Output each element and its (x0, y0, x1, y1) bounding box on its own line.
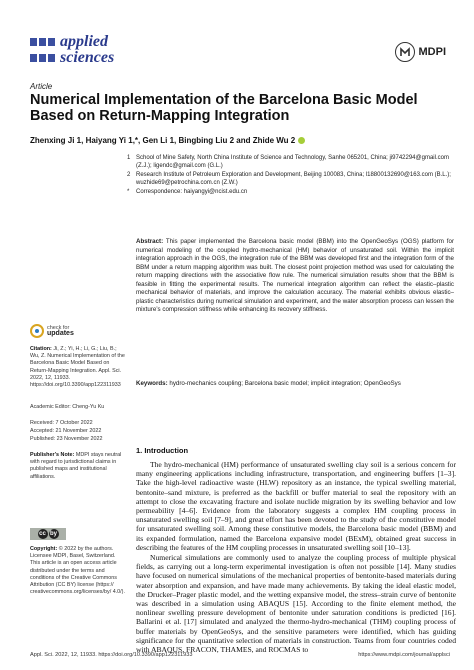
citation (30, 346, 126, 389)
published-date: Published: 23 November 2022 (30, 436, 103, 442)
orcid-icon[interactable] (298, 137, 305, 144)
publisher-logo (395, 42, 447, 62)
updates-icon (30, 324, 44, 338)
affiliation-number: * (127, 189, 130, 195)
copyright (30, 546, 126, 596)
journal-name-line1: applied (60, 33, 108, 50)
abstract-text: This paper implemented the Barcelona basic model (BBM) into the OpenGeoSys (OGS) platform for numerical modeling of the coupled hydro-mechanical (HM) behavior of unsaturated soil. Within the implicit integration approach in the OGS, the integration rule of the BBM was developed first and the integration form of the BBM under a return mapping algorithm was built. The closest point projection method was used for calculating the return mapping directions with the associative flow rule. The numerical simulation results show that the BBM is feasible in fitting the experimental results. The numerical integration algorithm can reflect the elastic–plastic mechanical behavior of materials, and improve the calculation accuracy. The material exhibits obvious elastic–plastic characteristics during numerical simulation and experiment, and the water absorption process can lessen the mixture’s compression stiffness while enhancing its recovery stiffness. (136, 238, 454, 313)
affiliation-number: 2 (127, 172, 131, 178)
cc-icon: cc (39, 531, 46, 537)
affiliation-text: School of Mine Safety, North China Institute of Science and Technology, Sanhe 065201, China; ji9742294@gmail.com (Z.J.); ligendc@gmail.com (G.L.) (136, 155, 449, 169)
copyright-label: Copyright: (30, 546, 58, 552)
author-list (30, 136, 460, 145)
footer-citation: Appl. Sci. 2022, 12, 11933. https://doi.org/10.3390/app122311933 (30, 652, 193, 658)
affiliation-1 (127, 154, 456, 170)
affiliation-text: Research Institute of Petroleum Exploration and Development, Beijing 100083, China; l18800132690@163.com (B.L.); wuzhide69@petrochina.com.cn (Z.W.) (136, 172, 451, 186)
journal-name-line2: sciences (60, 49, 115, 66)
keywords-label: Keywords: (136, 380, 168, 387)
affiliation-2 (127, 171, 456, 187)
publisher-name: MDPI (418, 46, 446, 58)
mdpi-logo-icon (395, 42, 415, 62)
affiliation-number: 1 (127, 155, 131, 161)
section-heading: 1. Introduction (136, 446, 189, 455)
received-date: Received: 7 October 2022 (30, 420, 93, 426)
affiliation-text: Correspondence: haiyangyi@ncist.edu.cn (136, 189, 248, 195)
citation-text: Ji, Z.; Yi, H.; Li, G.; Liu, B.; Wu, Z. Numerical Implementation of the Barcelona Basic Model Based on Return-Mapping Integration. Appl. Sci. 2022, 12, 11933. https://doi.org/10.3390/app122311933 (30, 346, 125, 389)
paragraph-1: The hydro-mechanical (HM) performance of unsaturated swelling clay soil is a serious concern for many engineering applications including infrastructure, transportation, and engineering buffers [1–3]. Take the high-level radioactive waste (HLW) repository as an instance, the typical swelling material, bentonite–sand mixture, is preferred as the backfill or buffer material to seal the repository with an attempt to close the excavating fracture and isolate nuclide migration by its swelling behavior and low permeability [4–6]. Evidence from the laboratory suggests a complex HM coupling process in unsaturated swelling soil [7–9], and great effort has been devoted to the study of the constitutive model for unsaturated swelling soil. Among these constitutive models, the Barcelona basic model (BBM) and its expanded formulation, named the Barcelona expansive model (BExM), obtained great success in describing the features of the HM coupling processes in unsaturated swelling soil [10–13]. (136, 460, 456, 552)
updates-line1: check for (47, 325, 70, 331)
updates-line2: updates (47, 330, 74, 337)
keywords (136, 380, 454, 389)
cc-by-license-icon[interactable] (30, 528, 66, 540)
author-names: Zhenxing Ji 1, Haiyang Yi 1,*, Gen Li 1, Bingbing Liu 2 and Zhide Wu 2 (30, 136, 296, 145)
paragraph-2: Numerical simulations are commonly used to analyze the coupling process of multiple physical fields, as carrying out a long-term experimental investigation is often not possible [14]. Many studies have focused on numerical simulations of the mechanical properties of bentonite-based materials during water absorption and expansion, and have made many achievements. By taking the ideal elastic model, the Drucker–Prager plastic model, and the wetting expansive model, the stress–strain curve of bentonite was described in a simulation using ABAQUS [15]. According to the finite element method, the nonlinear swelling pressure development of bentonite under saturation conditions is predicted [16]. Ballarini et al. [17] simulated and analyzed the thermo-hydro-mechanical (THM) coupling process of buffer materials by OpenGeoSys, and the sensitive parameters were identified, which has guiding significance for the quantitative selection of materials in construction. Teams from four countries coded with ABAQUS, FRACON, THAMES, and ROCMAS to (136, 553, 456, 655)
copyright-text: © 2022 by the authors. Licensee MDPI, Basel, Switzerland. This article is an open access article distributed under the terms and conditions of the Creative Commons Attribution (CC BY) license (https:// creativecommons.org/licenses/by/ 4.0/). (30, 546, 125, 596)
correspondence (127, 188, 456, 196)
article-type: Article (30, 82, 53, 91)
journal-logo-icon (30, 38, 56, 68)
abstract-label: Abstract: (136, 238, 164, 245)
publisher-note-label: Publisher’s Note: (30, 452, 75, 458)
citation-label: Citation: (30, 346, 52, 352)
keywords-text: hydro-mechanics coupling; Barcelona basic model; implicit integration; OpenGeoSys (169, 380, 401, 387)
abstract (136, 238, 454, 315)
publisher-note (30, 452, 126, 481)
by-icon: by (49, 531, 57, 537)
check-for-updates[interactable] (30, 324, 74, 338)
footer-journal-link[interactable]: https://www.mdpi.com/journal/applsci (358, 652, 450, 658)
page-footer (30, 652, 450, 658)
journal-name (60, 34, 114, 66)
accepted-date: Accepted: 21 November 2022 (30, 428, 102, 434)
paper-title: Numerical Implementation of the Barcelona Basic Model Based on Return-Mapping Integration (30, 92, 418, 124)
academic-editor: Academic Editor: Cheng-Yu Ku (30, 404, 105, 410)
publisher-note-text: MDPI stays neutral with regard to jurisdictional claims in published maps and institutional affiliations. (30, 452, 122, 480)
